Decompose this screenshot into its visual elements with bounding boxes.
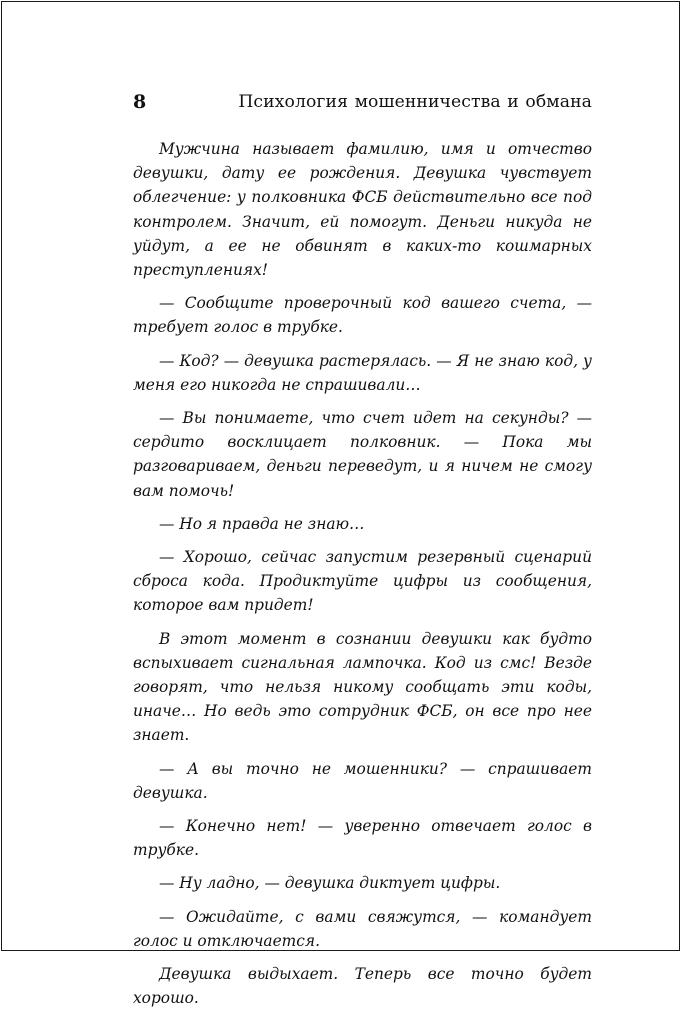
paragraph: — Сообщите проверочный код вашего счета, — требует голос в трубке. [133,294,592,337]
paragraph: — Хорошо, сейчас запустим резервный сценарий сброса кода. Продиктуйте цифры из сообщения, которое вам придет! [133,548,592,615]
paragraph: В этот момент в сознании девушки как будто вспыхивает сигнальная лампочка. Код из смс! Везде говорят, что нельзя никому сообщать эти коды, иначе… Но ведь это сотрудник ФСБ, он все про нее знает. [133,629,592,745]
paragraph: — Конечно нет! — уверенно отвечает голос в трубке. [133,817,592,860]
paragraph: — А вы точно не мошенники? — спрашивает девушка. [133,759,592,802]
paragraph: — Ну ладно, — девушка диктует цифры. [159,874,501,893]
running-header [133,88,592,116]
body-text [133,137,592,1011]
paragraph: — Но я правда не знаю… [159,514,365,533]
paragraph: — Вы понимаете, что счет идет на секунды? — сердито восклицает полковник. — Пока мы разговариваем, деньги переведут, и я ничем не смогу вам помочь! [133,409,592,500]
page-number: 8 [133,91,147,113]
paragraph: — Код? — девушка растерялась. — Я не знаю код, у меня его никогда не спрашивали… [133,351,592,394]
paragraph: — Ожидайте, с вами свяжутся, — командует голос и отключается. [133,907,592,950]
book-title: Психология мошенничества и обмана [238,92,592,112]
paragraph: Девушка выдыхает. Теперь все точно будет хорошо. [133,965,592,1008]
paragraph: Мужчина называет фамилию, имя и отчество девушки, дату ее рождения. Девушка чувствует облегчение: у полковника ФСБ действительно все под контролем. Значит, ей помогут. Деньги никуда не уйдут, а ее не обвинят в каких-то кошмарных преступлениях! [133,140,592,280]
page [1,1,680,1008]
